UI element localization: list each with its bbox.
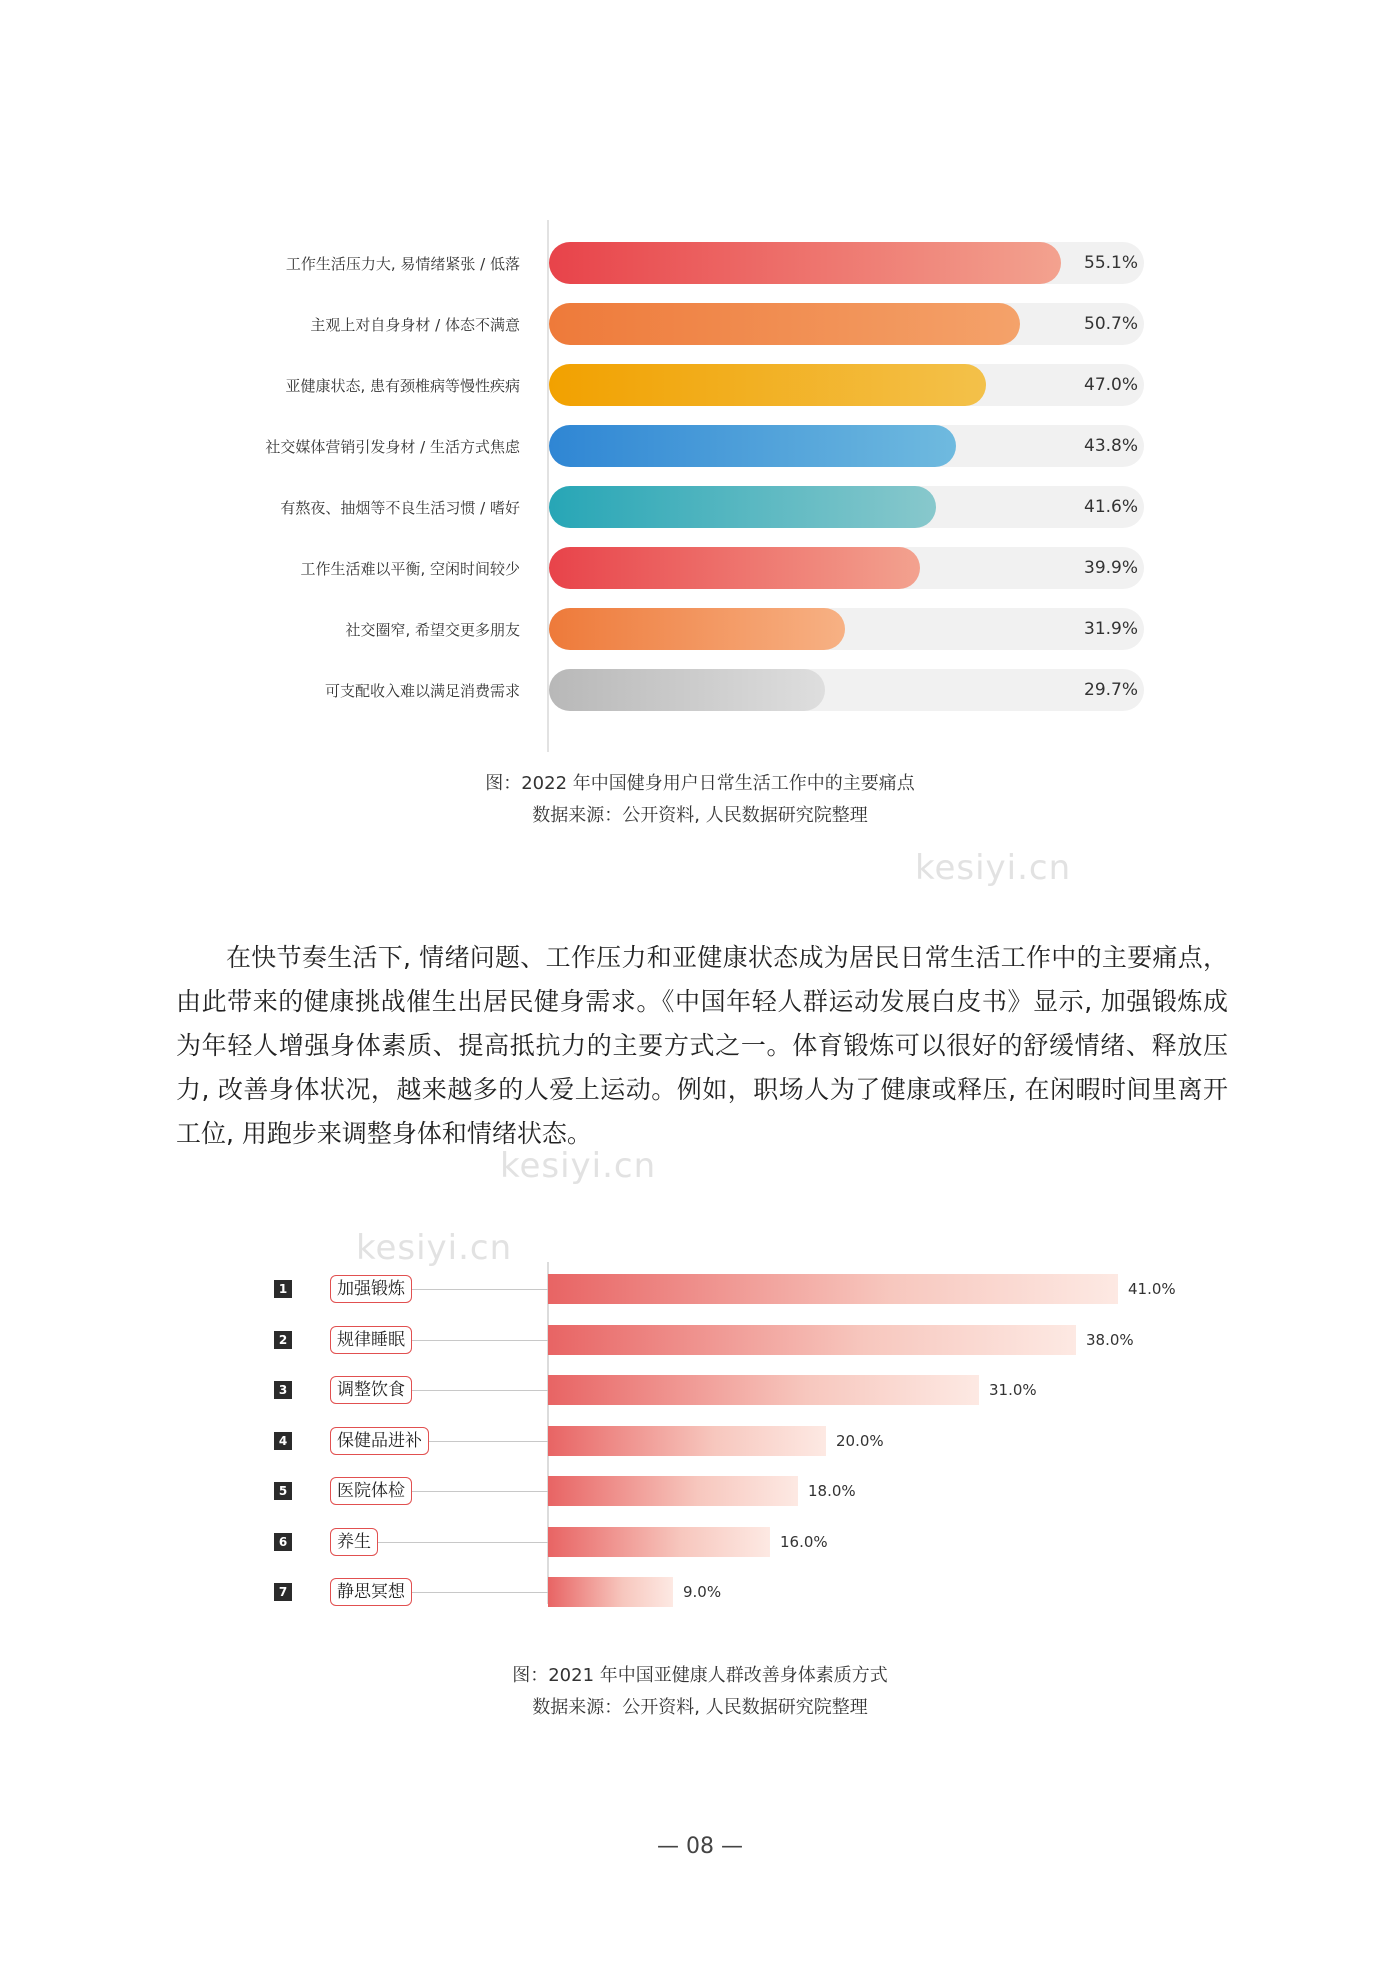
chart1-title: 图：2022 年中国健身用户日常生活工作中的主要痛点: [485, 773, 915, 794]
rank-badge: 5: [274, 1482, 292, 1500]
bar: [548, 1527, 770, 1557]
value-label: 39.9%: [1084, 558, 1139, 578]
value-label: 38.0%: [1086, 1330, 1134, 1349]
value-label: 31.9%: [1084, 619, 1139, 639]
value-label: 29.7%: [1084, 680, 1139, 700]
bar: [548, 1577, 673, 1607]
category-tag: 静思冥想: [330, 1578, 412, 1606]
value-label: 9.0%: [683, 1583, 722, 1601]
bar: [549, 547, 920, 589]
bar: [548, 1375, 979, 1405]
body-paragraph: 在快节奏生活下, 情绪问题、工作压力和亚健康状态成为居民日常生活工作中的主要痛点，由此带来的健康挑战催生出居民健身需求。《中国年轻人群运动发展白皮书》显示, 加强锻炼成为年轻人增强身体素质、提高抵抗力的主要方式之一。体育锻炼可以很好的舒缓情绪、释放压力, 改善身体状况，越来越多的人爱上运动。例如，职场人为了健康或释压, 在闲暇时间里离开工位, 用跑步来调整身体和情绪状态。: [176, 943, 1228, 1148]
bar-label: 亚健康状态, 患有颈椎病等慢性疾病: [285, 377, 520, 395]
bar-label: 社交圈窄, 希望交更多朋友: [345, 621, 520, 639]
rank-badge: 4: [274, 1432, 292, 1450]
value-label: 43.8%: [1084, 436, 1139, 456]
value-label: 31.0%: [989, 1381, 1037, 1399]
chart-axis-line: [547, 220, 549, 752]
category-tag: 调整饮食: [330, 1376, 412, 1404]
bar: [549, 303, 1020, 345]
value-label: 55.1%: [1084, 253, 1139, 273]
bar: [549, 242, 1061, 284]
bar-label: 主观上对自身身材 / 体态不满意: [310, 316, 520, 334]
rank-badge: 2: [274, 1331, 292, 1349]
bar: [548, 1325, 1076, 1355]
page-number: — 08 —: [657, 1834, 743, 1859]
bar: [549, 669, 825, 711]
pain-points-chart: [0, 220, 1400, 760]
value-label: 20.0%: [836, 1431, 884, 1450]
category-tag: 保健品进补: [330, 1427, 429, 1455]
category-tag: 医院体检: [330, 1477, 412, 1505]
bar-label: 工作生活压力大, 易情绪紧张 / 低落: [285, 255, 520, 273]
watermark: kesiyi.cn: [915, 848, 1072, 888]
bar-label: 有熬夜、抽烟等不良生活习惯 / 嗜好: [280, 499, 520, 517]
value-label: 47.0%: [1084, 375, 1139, 395]
bar: [549, 486, 936, 528]
bar-label: 工作生活难以平衡, 空闲时间较少: [300, 560, 520, 578]
bar-label: 社交媒体营销引发身材 / 生活方式焦虑: [265, 438, 520, 456]
bar: [548, 1476, 798, 1506]
value-label: 18.0%: [808, 1482, 856, 1500]
chart1-source: 数据来源：公开资料, 人民数据研究院整理: [532, 805, 868, 826]
chart2-title: 图：2021 年中国亚健康人群改善身体素质方式: [512, 1665, 888, 1686]
rank-badge: 6: [274, 1533, 292, 1551]
value-label: 16.0%: [780, 1532, 828, 1551]
bar-label: 可支配收入难以满足消费需求: [324, 682, 520, 700]
rank-badge: 3: [274, 1381, 292, 1399]
category-tag: 养生: [330, 1528, 378, 1556]
watermark: kesiyi.cn: [356, 1228, 513, 1268]
chart2-source: 数据来源：公开资料, 人民数据研究院整理: [532, 1697, 868, 1718]
bar: [549, 608, 845, 650]
category-tag: 加强锻炼: [330, 1275, 412, 1303]
category-tag: 规律睡眠: [330, 1326, 412, 1354]
bar: [548, 1426, 826, 1456]
watermark: kesiyi.cn: [500, 1146, 657, 1186]
value-label: 50.7%: [1084, 314, 1139, 334]
rank-badge: 7: [274, 1583, 292, 1601]
rank-badge: 1: [274, 1280, 292, 1298]
bar: [548, 1274, 1118, 1304]
bar: [549, 364, 986, 406]
value-label: 41.0%: [1128, 1280, 1176, 1298]
bar: [549, 425, 956, 467]
value-label: 41.6%: [1084, 497, 1139, 517]
improvement-methods-chart: [0, 1262, 1400, 1622]
